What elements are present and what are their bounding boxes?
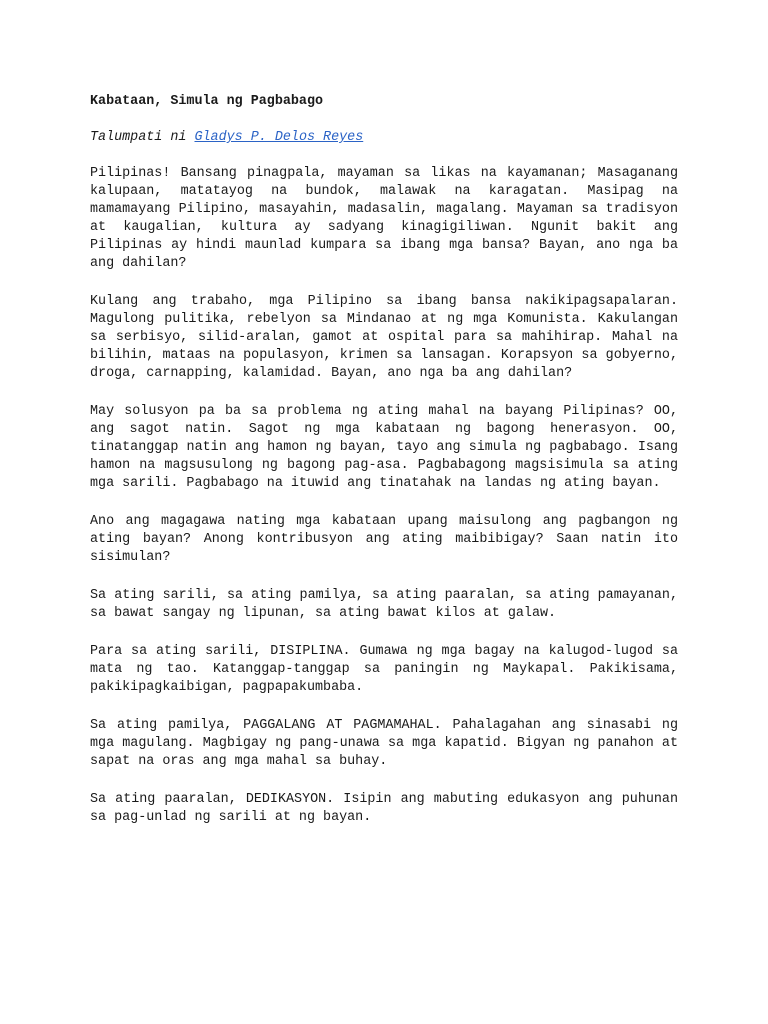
paragraph-7: Sa ating pamilya, PAGGALANG AT PAGMAMAHAL. Pahalagahan ang sinasabi ng mga magulang. Magbigay ng pang-unawa sa mga kapatid. Bigyan ng panahon at sapat na oras ang mga mahal sa buhay. (90, 718, 678, 769)
author-link[interactable]: Gladys P. Delos Reyes (194, 130, 364, 145)
paragraph-4: Ano ang magagawa nating mga kabataan upang maisulong ang pagbangon ng ating bayan? Anong kontribusyon ang ating maibibigay? Saan natin ito sisimulan? (90, 514, 678, 565)
paragraph-6: Para sa ating sarili, DISIPLINA. Gumawa ng mga bagay na kalugod-lugod sa mata ng tao. Katanggap-tanggap sa paningin ng Maykapal. Pakikisama, pakikipagkaibigan, pagpapakumbaba. (90, 644, 678, 695)
paragraph-1: Pilipinas! Bansang pinagpala, mayaman sa likas na kayamanan; Masaganang kalupaan, matatayog na bundok, malawak na karagatan. Masipag na mamamayang Pilipino, masayahin, madasalin, magalang. Mayaman sa tradisyon at kaugalian, kultura ay sadyang kinagigiliwan. Ngunit bakit ang Pilipinas ay hindi maunlad kumpara sa ibang mga bansa? Bayan, ano nga ba ang dahilan? (90, 166, 678, 271)
document-page (90, 93, 678, 827)
byline (90, 129, 678, 147)
byline-prefix: Talumpati ni (90, 130, 187, 145)
document-title: Kabataan, Simula ng Pagbabago (90, 94, 324, 109)
paragraph-5: Sa ating sarili, sa ating pamilya, sa ating paaralan, sa ating pamayanan, sa bawat sangay ng lipunan, sa ating bawat kilos at galaw. (90, 588, 678, 621)
paragraph-3: May solusyon pa ba sa problema ng ating mahal na bayang Pilipinas? OO, ang sagot natin. Sagot ng mga kabataan ng bagong henerasyon. OO, tinatanggap natin ang hamon ng bayan, tayo ang simula ng pagbabago. Isang hamon na magsusulong ng bagong pag-asa. Pagbabagong magsisimula sa ating mga sarili. Pagbabago na ituwid ang tinatahak na landas ng ating bayan. (90, 404, 678, 491)
paragraph-8: Sa ating paaralan, DEDIKASYON. Isipin ang mabuting edukasyon ang puhunan sa pag-unlad ng sarili at ng bayan. (90, 792, 678, 825)
paragraph-2: Kulang ang trabaho, mga Pilipino sa ibang bansa nakikipagsapalaran. Magulong pulitika, rebelyon sa Mindanao at ng mga Komunista. Kakulangan sa serbisyo, silid-aralan, gamot at ospital para sa mahihirap. Mahal na bilihin, mataas na populasyon, krimen sa lansagan. Korapsyon sa gobyerno, droga, carnapping, kalamidad. Bayan, ano nga ba ang dahilan? (90, 294, 678, 381)
